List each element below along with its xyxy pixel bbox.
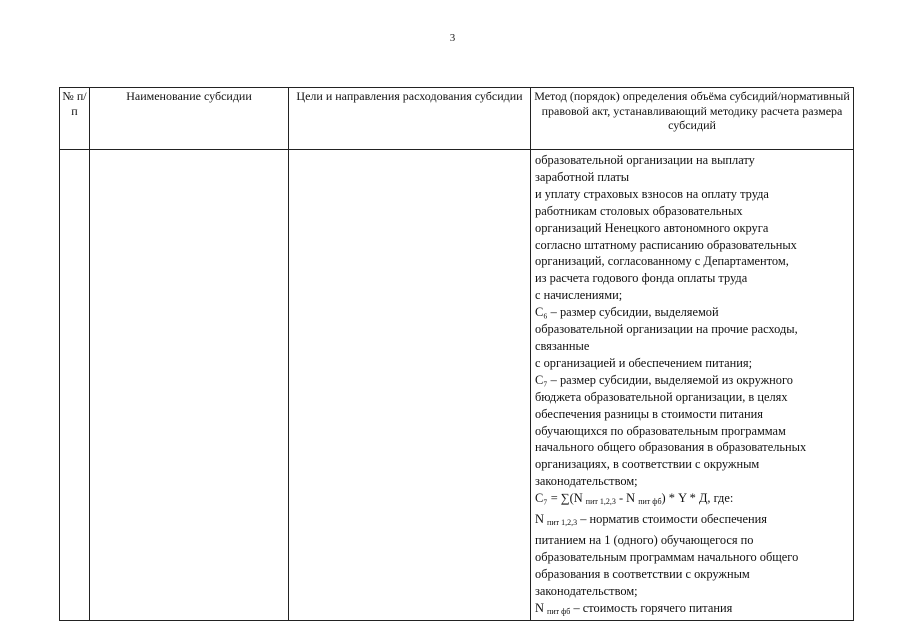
method-line: связанные [535, 338, 590, 353]
method-line: организаций Ненецкого автономного округа [535, 220, 769, 235]
header-purpose: Цели и направления расходования субсидии [289, 88, 531, 150]
definition-subscript: пит 1,2,3 [547, 518, 578, 528]
method-line: заработной платы [535, 169, 630, 184]
method-text [531, 150, 853, 620]
cell-purpose [289, 150, 531, 621]
method-line: организаций, согласованному с Департаментом, [535, 254, 789, 269]
formula-rest: ) * Y * Д, где: [661, 491, 734, 506]
definition-line [535, 511, 850, 532]
method-line: законодательством; [535, 474, 638, 489]
method-line: образовательным программам начального общего [535, 549, 799, 564]
formula-subscript-b: пит фб [638, 497, 662, 507]
method-line: питанием на 1 (одного) обучающегося по [535, 532, 754, 547]
definition-symbol: N [535, 600, 548, 615]
method-line: с начислениями; [535, 288, 623, 303]
method-line: и уплату страховых взносов на оплату труда [535, 186, 769, 201]
header-subsidy-name: Наименование субсидии [90, 88, 289, 150]
method-line: образовательной организации на выплату [535, 153, 755, 167]
method-line: образовательной организации на прочие расходы, [535, 322, 798, 337]
method-line: С₆ – размер субсидии, выделяемой [535, 305, 719, 320]
method-line: обучающихся по образовательным программам [535, 423, 786, 438]
cell-subsidy-name [90, 150, 289, 621]
method-line: бюджета образовательной организации, в целях [535, 389, 788, 404]
formula-subscript-a: пит 1,2,3 [585, 497, 616, 507]
cell-method [531, 150, 854, 621]
method-line: работникам столовых образовательных [535, 203, 743, 218]
page-number: 3 [449, 32, 456, 44]
definition-text: – стоимость горячего питания [570, 600, 733, 615]
cell-number [60, 150, 90, 621]
method-line: С₇ – размер субсидии, выделяемой из окружного [535, 372, 793, 387]
method-line: образования в соответствии с окружным [535, 566, 750, 581]
method-line: из расчета годового фонда оплаты труда [535, 271, 748, 286]
table-header-row [60, 88, 854, 150]
method-line: с организацией и обеспечением питания; [535, 355, 753, 370]
method-line: согласно штатному расписанию образовательных [535, 237, 797, 252]
method-line: организациях, в соответствии с окружным [535, 457, 760, 472]
table-row [60, 150, 854, 621]
header-number: № п/п [60, 88, 90, 150]
formula-line [535, 490, 850, 511]
definition-subscript: пит фб [547, 606, 571, 616]
definition-symbol: N [535, 512, 548, 527]
subsidy-table [59, 87, 854, 621]
definition-text: – норматив стоимости обеспечения [577, 512, 767, 527]
definition-line [535, 600, 850, 621]
formula-equals: = ∑(N [547, 491, 586, 506]
header-method: Метод (порядок) определения объёма субсидий/нормативный правовой акт, устанавливающий методику расчета размера субсидий [531, 88, 854, 150]
formula-c7: С₇ [535, 491, 548, 506]
method-line: обеспечения разницы в стоимости питания [535, 406, 763, 421]
method-line: законодательством; [535, 583, 638, 598]
method-line: начального общего образования в образовательных [535, 440, 807, 455]
formula-minus: - N [615, 491, 639, 506]
